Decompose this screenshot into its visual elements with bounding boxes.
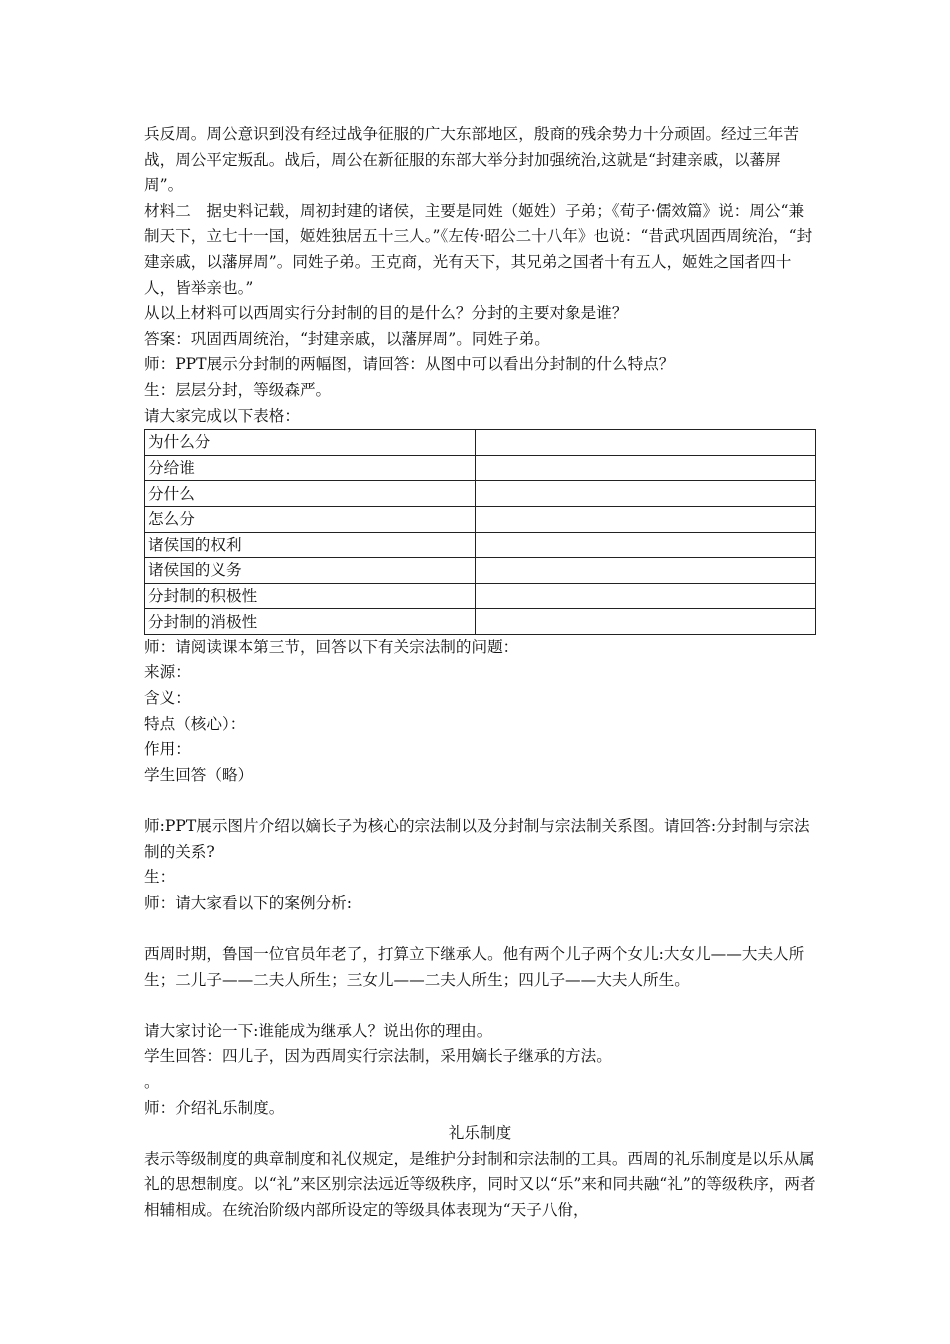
table-row bbox=[145, 430, 816, 456]
table-cell-answer-blank bbox=[476, 532, 816, 558]
paragraph: 学生回答（略） bbox=[144, 765, 254, 784]
table-cell-question: 为什么分 bbox=[145, 430, 476, 456]
blank-line bbox=[144, 788, 816, 814]
table-cell-answer-blank bbox=[476, 583, 816, 609]
blank-line bbox=[144, 916, 816, 942]
blank-line bbox=[144, 993, 816, 1019]
table-cell-question: 分封制的消极性 bbox=[145, 609, 476, 635]
paragraph: 答案：巩固西周统治，“封建亲戚，以藩屏周”。同姓子弟。 bbox=[144, 329, 550, 348]
paragraph: 师：介绍礼乐制度。 bbox=[144, 1098, 285, 1117]
paragraph: 含义： bbox=[144, 689, 191, 708]
table-row bbox=[145, 558, 816, 584]
table-row bbox=[145, 609, 816, 635]
table-row bbox=[145, 506, 816, 532]
fenfeng-table bbox=[144, 429, 816, 635]
table-cell-answer-blank bbox=[476, 455, 816, 481]
table-row bbox=[145, 481, 816, 507]
paragraph: 从以上材料可以西周实行分封制的目的是什么？分封的主要对象是谁？ bbox=[144, 304, 628, 323]
paragraph: 生： bbox=[144, 868, 176, 887]
section-heading: 礼乐制度 bbox=[448, 1124, 512, 1143]
table-cell-question: 分什么 bbox=[145, 481, 476, 507]
table-cell-answer-blank bbox=[476, 506, 816, 532]
paragraph: 师：请阅读课本第三节，回答以下有关宗法制的问题： bbox=[144, 637, 519, 656]
paragraph: 师：请大家看以下的案例分析: bbox=[144, 893, 352, 912]
table-cell-answer-blank bbox=[476, 430, 816, 456]
document-body bbox=[144, 122, 816, 1224]
paragraph: 材料二 据史料记载，周初封建的诸侯，主要是同姓（姬姓）子弟；《荀子·儒效篇》说：周公“兼制天下，立七十一国，姬姓独居五十三人。”《左传·昭公二十八年》也说：“昔武巩固西周统治，“封建亲戚，以藩屏周”。同姓子弟。王克商，光有天下，其兄弟之国者十有五人，姬姓之国者四十人，皆举亲也。” bbox=[144, 201, 813, 297]
paragraph: 西周时期，鲁国一位官员年老了，打算立下继承人。他有两个儿子两个女儿:大女儿——大夫人所生；二儿子——二夫人所生；三女儿——二夫人所生；四儿子——大夫人所生。 bbox=[144, 945, 805, 989]
table-cell-answer-blank bbox=[476, 609, 816, 635]
table-cell-question: 分给谁 bbox=[145, 455, 476, 481]
paragraph: 。 bbox=[144, 1072, 160, 1091]
paragraph: 请大家讨论一下:谁能成为继承人？说出你的理由。 bbox=[144, 1021, 493, 1040]
paragraph: 作用： bbox=[144, 740, 191, 759]
paragraph: 请大家完成以下表格： bbox=[144, 406, 300, 425]
table-row bbox=[145, 455, 816, 481]
table-cell-answer-blank bbox=[476, 481, 816, 507]
paragraph: 兵反周。周公意识到没有经过战争征服的广大东部地区，殷商的残余势力十分顽固。经过三年苦战，周公平定叛乱。战后，周公在新征服的东部大举分封加强统治,这就是“封建亲戚，以蕃屏周”。 bbox=[144, 125, 799, 195]
paragraph: 师：PPT展示分封制的两幅图，请回答：从图中可以看出分封制的什么特点？ bbox=[144, 355, 675, 374]
table-row bbox=[145, 583, 816, 609]
table-cell-answer-blank bbox=[476, 558, 816, 584]
paragraph: 表示等级制度的典章制度和礼仪规定，是维护分封制和宗法制的工具。西周的礼乐制度是以乐从属礼的思想制度。以“礼”来区别宗法远近等级秩序，同时又以“乐”来和同共融“礼”的等级秩序，两者相辅相成。在统治阶级内部所设定的等级具体表现为“天子八佾， bbox=[144, 1149, 816, 1219]
paragraph: 特点（核心）： bbox=[144, 714, 246, 733]
table-cell-question: 怎么分 bbox=[145, 506, 476, 532]
paragraph: 学生回答：四儿子，因为西周实行宗法制，采用嫡长子继承的方法。 bbox=[144, 1047, 612, 1066]
table-cell-question: 诸侯国的义务 bbox=[145, 558, 476, 584]
paragraph: 生：层层分封，等级森严。 bbox=[144, 380, 332, 399]
table-row bbox=[145, 532, 816, 558]
table-cell-question: 分封制的积极性 bbox=[145, 583, 476, 609]
table-cell-question: 诸侯国的权利 bbox=[145, 532, 476, 558]
paragraph: 师:PPT展示图片介绍以嫡长子为核心的宗法制以及分封制与宗法制关系图。请回答:分封制与宗法制的关系? bbox=[144, 817, 810, 861]
paragraph: 来源： bbox=[144, 663, 191, 682]
